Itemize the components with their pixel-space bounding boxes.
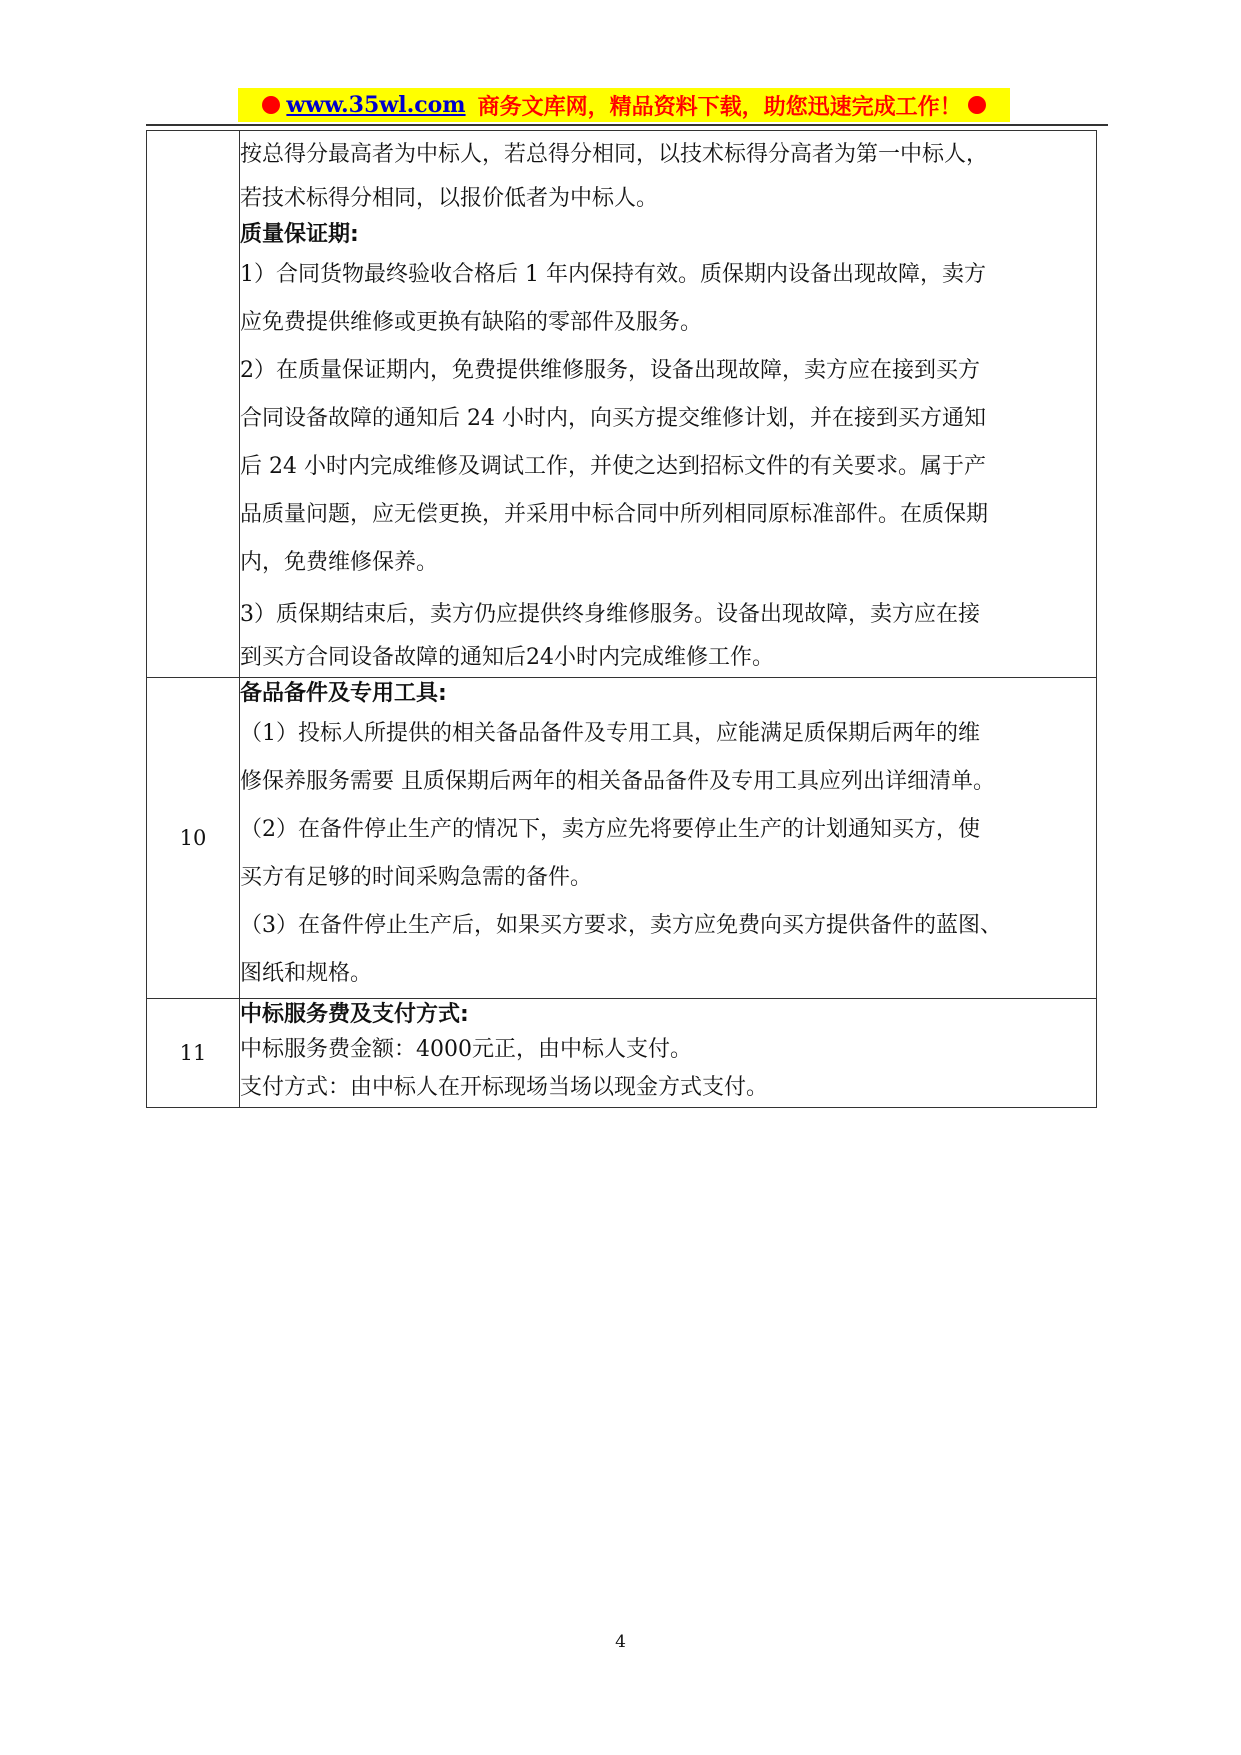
row-content <box>240 678 1097 999</box>
text-line: 应免费提供维修或更换有缺陷的零部件及服务。 <box>240 310 703 335</box>
header-rule <box>146 124 1108 126</box>
row-content <box>240 999 1097 1108</box>
table-row <box>147 678 1097 999</box>
text-line: 若技术标得分相同，以报价低者为中标人。 <box>240 186 659 211</box>
table-row <box>147 131 1097 678</box>
text-line: （2）在备件停止生产的情况下，卖方应先将要停止生产的计划通知买方，使 <box>240 817 980 842</box>
header-slogan: 商务文库网，精品资料下载，助您迅速完成工作！ <box>477 93 962 120</box>
text-line: 合同设备故障的通知后 24 小时内，向买方提交维修计划，并在接到买方通知 <box>240 406 986 431</box>
terms-table <box>146 130 1097 1108</box>
page-number: 4 <box>615 1632 626 1652</box>
text-line: （1）投标人所提供的相关备品备件及专用工具，应能满足质保期后两年的维 <box>240 721 980 746</box>
text-line: 支付方式：由中标人在开标现场当场以现金方式支付。 <box>240 1075 769 1100</box>
row-number: 11 <box>147 999 240 1108</box>
section-heading: 备品备件及专用工具: <box>240 681 447 706</box>
text-line: 修保养服务需要 且质保期后两年的相关备品备件及专用工具应列出详细清单。 <box>240 769 995 794</box>
row-content <box>240 131 1097 678</box>
text-line: （3）在备件停止生产后，如果买方要求，卖方应免费向买方提供备件的蓝图、 <box>240 913 1002 938</box>
text-line: 2）在质量保证期内，免费提供维修服务，设备出现故障，卖方应在接到买方 <box>240 358 980 383</box>
row-number <box>147 131 240 678</box>
row-number: 10 <box>147 678 240 999</box>
section-heading: 质量保证期: <box>240 222 359 247</box>
red-dot-icon <box>262 96 280 114</box>
text-line: 图纸和规格。 <box>240 961 373 986</box>
text-line: 1）合同货物最终验收合格后 1 年内保持有效。质保期内设备出现故障，卖方 <box>240 262 986 287</box>
text-line: 到买方合同设备故障的通知后24小时内完成维修工作。 <box>240 645 774 670</box>
header-banner <box>238 88 1010 122</box>
text-line: 后 24 小时内完成维修及调试工作，并使之达到招标文件的有关要求。属于产 <box>240 454 986 479</box>
text-line: 品质量问题，应无偿更换，并采用中标合同中所列相同原标准部件。在质保期 <box>240 502 989 527</box>
header-link[interactable]: www.35wl.com <box>286 92 466 118</box>
red-dot-icon <box>968 96 986 114</box>
text-line: 按总得分最高者为中标人，若总得分相同，以技术标得分高者为第一中标人， <box>240 142 989 167</box>
text-line: 3）质保期结束后，卖方仍应提供终身维修服务。设备出现故障，卖方应在接 <box>240 602 980 627</box>
table-row <box>147 999 1097 1108</box>
section-heading: 中标服务费及支付方式: <box>240 1002 469 1027</box>
text-line: 中标服务费金额：4000元正，由中标人支付。 <box>240 1037 692 1062</box>
text-line: 买方有足够的时间采购急需的备件。 <box>240 865 593 890</box>
text-line: 内，免费维修保养。 <box>240 550 439 575</box>
